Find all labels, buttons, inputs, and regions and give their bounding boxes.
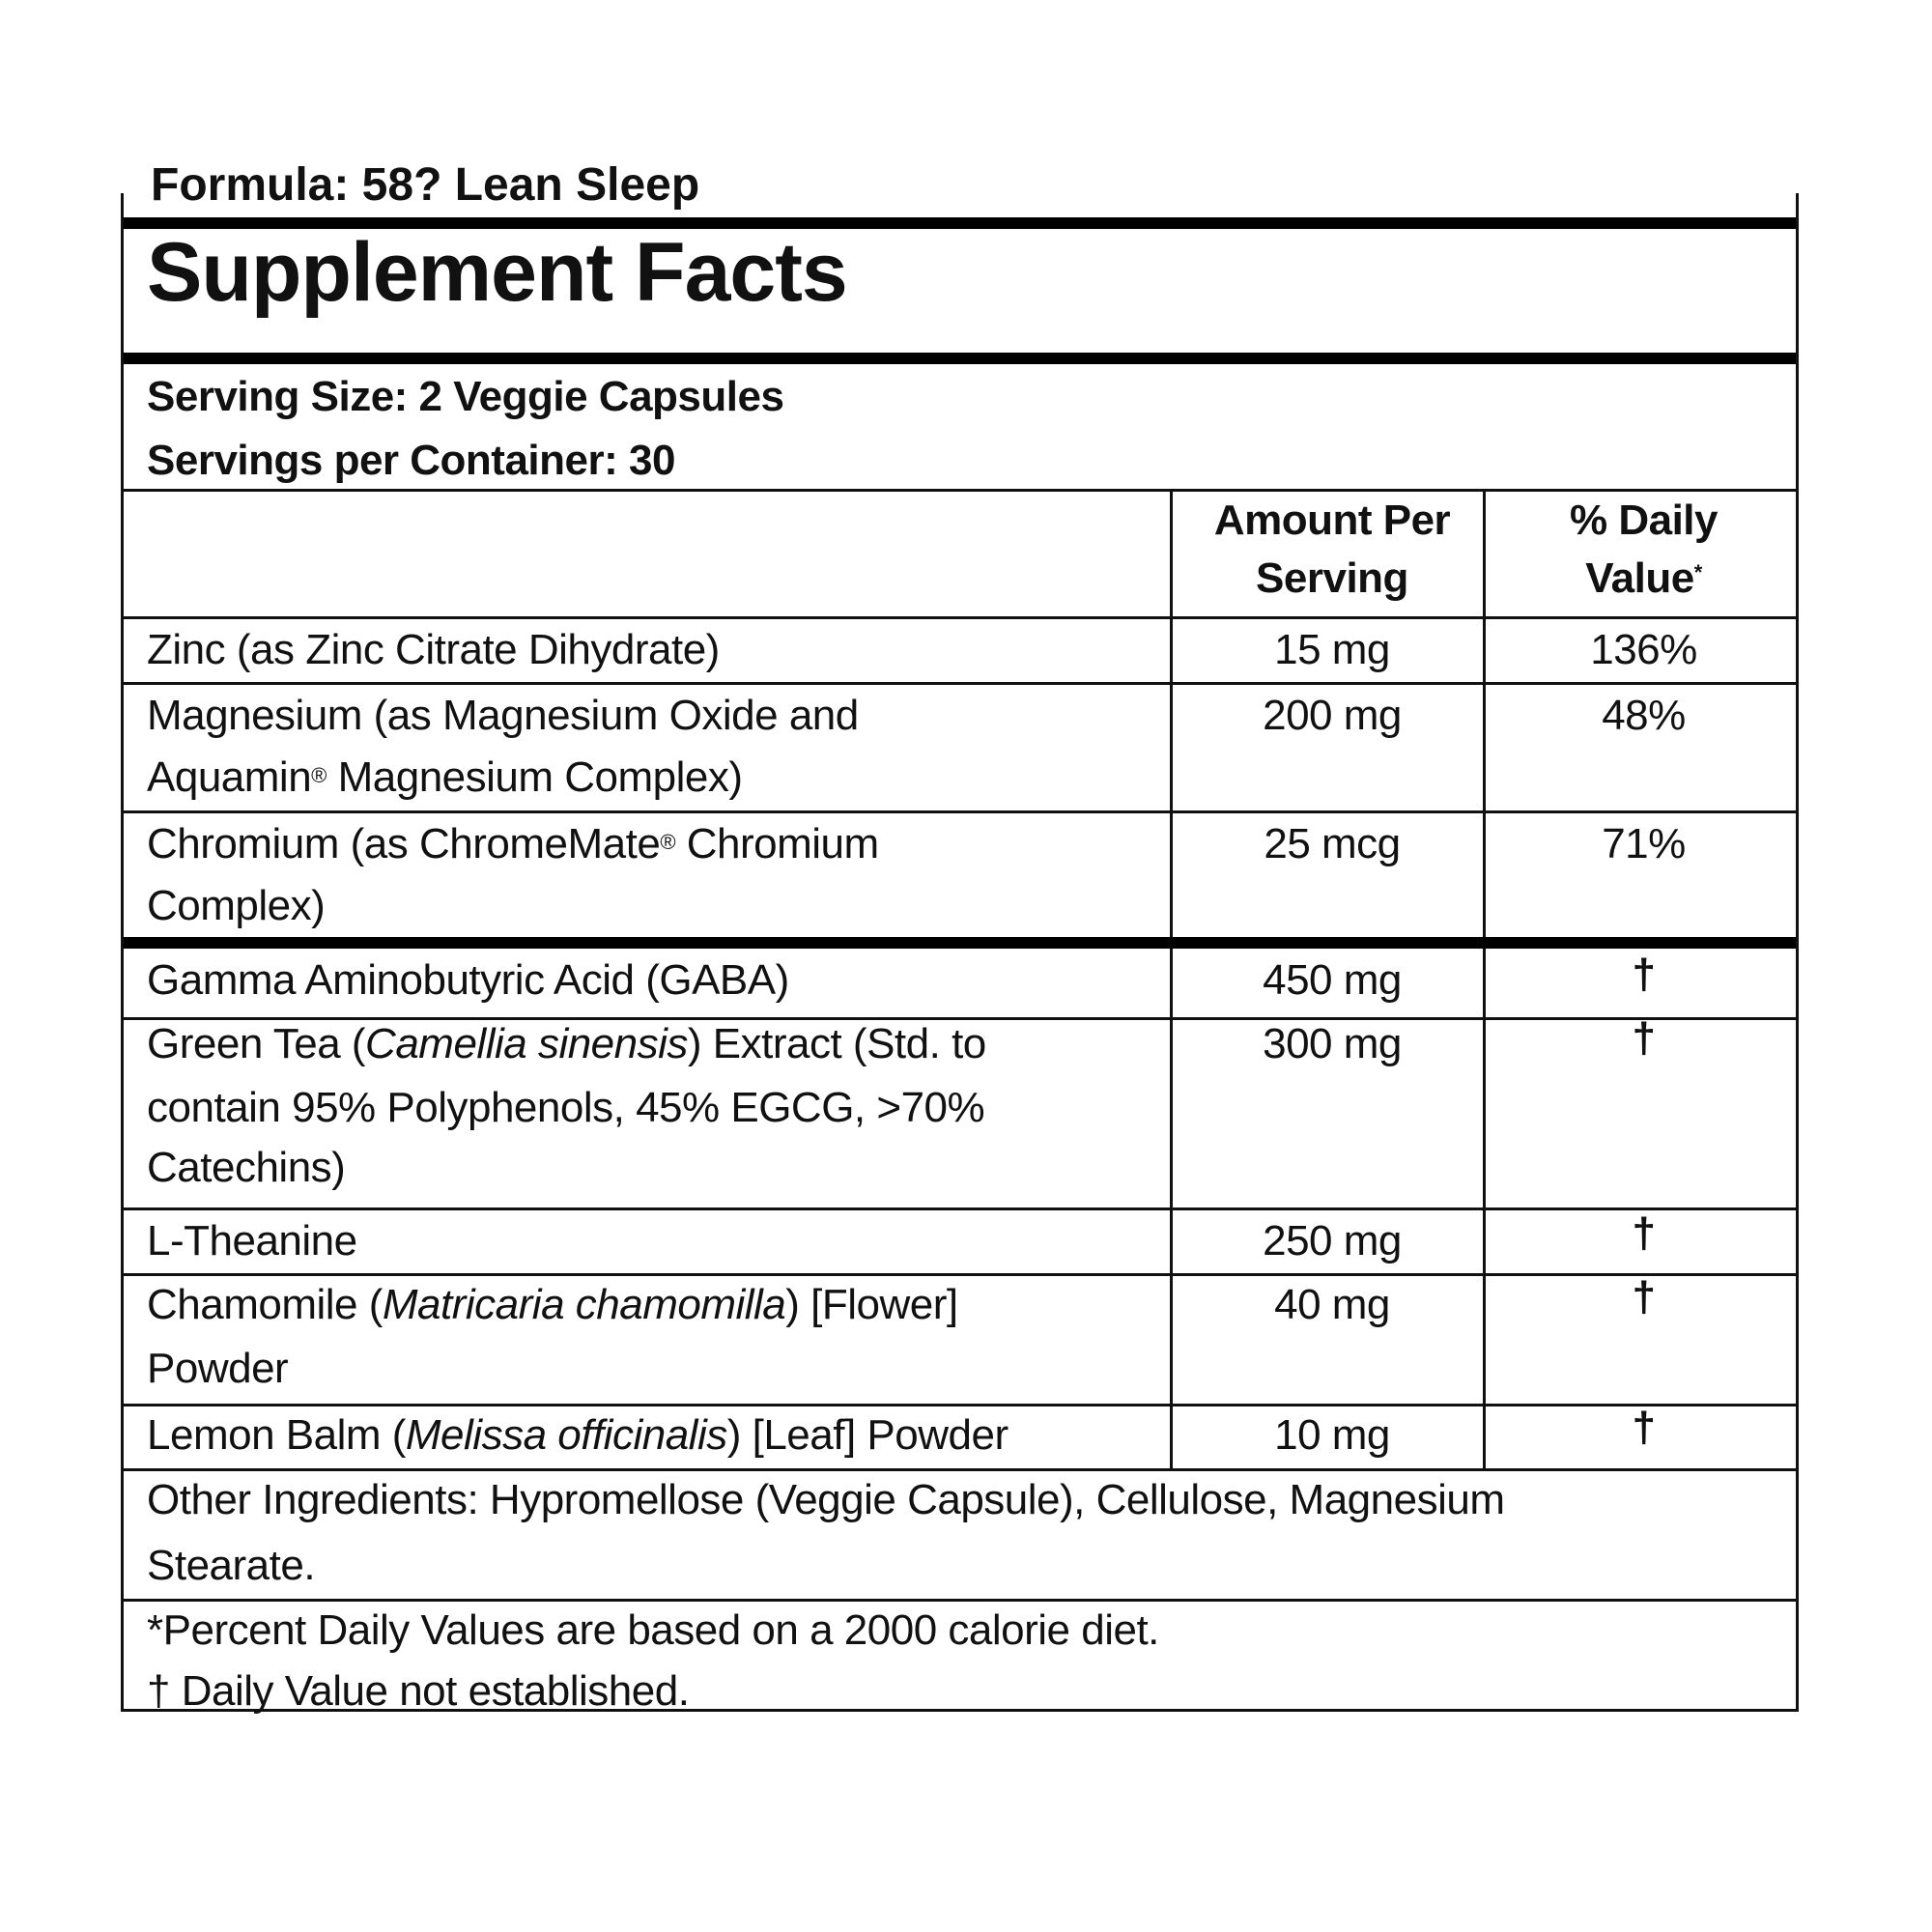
page-title: Supplement Facts [147, 226, 847, 319]
nutrient-amount-zinc: 15 mg [1274, 626, 1390, 673]
dagger-icon: † [1632, 1014, 1656, 1062]
other-ingredients-line2: Stearate. [147, 1542, 316, 1589]
ingredient-amount-l-theanine: 250 mg [1263, 1217, 1402, 1264]
serving-size: Serving Size: 2 Veggie Capsules [147, 373, 784, 420]
footnote-dagger: † Daily Value not established. [147, 1667, 690, 1715]
header-dv-line1: % Daily [1569, 497, 1718, 544]
nutrient-name-zinc: Zinc (as Zinc Citrate Dihydrate) [147, 626, 720, 673]
nutrient-name-magnesium-line2: Aquamin® Magnesium Complex) [147, 753, 743, 801]
ingredient-name-l-theanine: L-Theanine [147, 1217, 357, 1264]
nutrient-name-magnesium: Magnesium (as Magnesium Oxide and [147, 692, 859, 739]
footnote-daily-value: *Percent Daily Values are based on a 2000 calorie diet. [147, 1606, 1159, 1654]
ingredient-amount-chamomile: 40 mg [1274, 1281, 1390, 1328]
dagger-icon: † [1632, 1404, 1656, 1451]
dagger-icon: † [1632, 1273, 1656, 1321]
ingredient-amount-green-tea: 300 mg [1263, 1020, 1402, 1067]
nutrient-dv-zinc: 136% [1590, 626, 1697, 673]
other-ingredients: Other Ingredients: Hypromellose (Veggie Capsule), Cellulose, Magnesium [147, 1476, 1505, 1523]
header-amount-line1: Amount Per [1213, 497, 1451, 544]
formula-line: Formula: 58? Lean Sleep [151, 159, 700, 211]
nutrient-amount-magnesium: 200 mg [1263, 692, 1402, 739]
ingredient-name-gaba: Gamma Aminobutyric Acid (GABA) [147, 956, 789, 1004]
formula-line-clip [124, 159, 1796, 217]
nutrient-amount-chromium: 25 mcg [1264, 820, 1401, 867]
header-amount-line2: Serving [1256, 554, 1408, 602]
nutrient-name-chromium-line2: Complex) [147, 882, 326, 929]
ingredient-name-lemon-balm: Lemon Balm (Melissa officinalis) [Leaf] Powder [147, 1411, 1009, 1459]
ingredient-name-green-tea-line3: Catechins) [147, 1144, 346, 1191]
nutrient-dv-magnesium: 48% [1602, 692, 1686, 739]
nutrient-name-chromium: Chromium (as ChromeMate® Chromium [147, 820, 879, 867]
servings-per-container: Servings per Container: 30 [147, 437, 675, 484]
dagger-icon: † [1632, 951, 1656, 998]
supplement-facts-label [121, 159, 1799, 1715]
ingredient-amount-lemon-balm: 10 mg [1274, 1411, 1390, 1459]
divider-thick [124, 353, 1796, 364]
ingredient-name-chamomile: Chamomile (Matricaria chamomilla) [Flower] [147, 1281, 958, 1328]
ingredient-name-green-tea: Green Tea (Camellia sinensis) Extract (Std. to [147, 1020, 986, 1067]
nutrient-dv-chromium: 71% [1602, 820, 1686, 867]
ingredient-name-green-tea-line2: contain 95% Polyphenols, 45% EGCG, >70% [147, 1084, 985, 1131]
dagger-icon: † [1632, 1209, 1656, 1257]
ingredient-name-chamomile-line2: Powder [147, 1345, 289, 1392]
header-dv-line2: Value* [1585, 554, 1702, 602]
ingredient-amount-gaba: 450 mg [1263, 956, 1402, 1004]
